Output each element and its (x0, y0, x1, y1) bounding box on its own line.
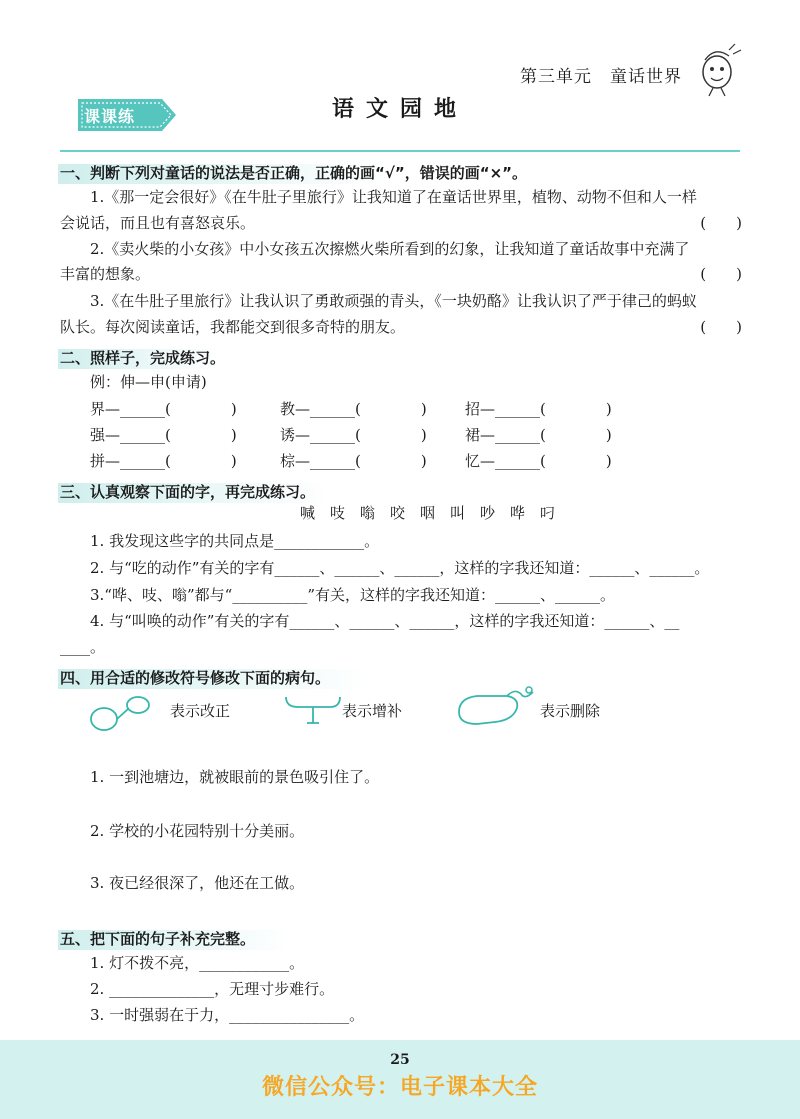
insert-mark-icon (284, 693, 344, 729)
s3-q4-line2: ____。 (60, 638, 106, 656)
page-number: 25 (390, 1052, 410, 1068)
s2-item[interactable]: 强—______( ) (90, 426, 237, 444)
s4-q3: 3. 夜已经很深了，他还在工做。 (90, 874, 305, 892)
s1-q2-line2: 丰富的想象。 (60, 265, 151, 283)
section-2-title: 二、照样子，完成练习。 (60, 349, 226, 367)
s2-item[interactable]: 忆—______( ) (465, 452, 612, 470)
s2-item[interactable]: 诱—______( ) (280, 426, 427, 444)
s5-q2: 2. ______________，无理寸步难行。 (90, 980, 335, 998)
s1-q3-line2: 队长。每次阅读童话，我都能交到很多奇特的朋友。 (60, 318, 406, 336)
s2-item[interactable]: 拼—______( ) (90, 452, 237, 470)
symbol-insert-label: 表示增补 (342, 702, 403, 720)
cartoon-kid-icon (695, 42, 743, 98)
s1-q1-line2: 会说话，而且也有喜怒哀乐。 (60, 214, 256, 232)
section-5-title: 五、把下面的句子补充完整。 (60, 928, 255, 949)
s1-q3-line1: 3.《在牛肚子里旅行》让我认识了勇敢顽强的青头，《一块奶酪》让我认识了严于律己的蚂蚁 (90, 292, 697, 310)
symbol-correct-label: 表示改正 (170, 702, 231, 720)
section-1-title: 一、判断下列对童话的说法是否正确，正确的画“√”，错误的画“×”。 (60, 164, 528, 182)
s3-q1: 1. 我发现这些字的共同点是____________。 (90, 532, 380, 550)
symbol-delete-label: 表示删除 (540, 702, 601, 720)
s4-q1: 1. 一到池塘边，就被眼前的景色吸引住了。 (90, 768, 380, 786)
header-divider (60, 150, 740, 152)
section-3-title: 三、认真观察下面的字，再完成练习。 (60, 481, 315, 502)
s2-item[interactable]: 招—______( ) (465, 400, 612, 418)
s1-q1-answer[interactable]: ( ) (700, 214, 742, 232)
s5-q1: 1. 灯不拨不亮，____________。 (90, 954, 305, 972)
s1-q2-answer[interactable]: ( ) (700, 265, 742, 283)
s3-q3: 3.“哗、吱、嗡”都与“__________”有关，这样的字我还知道：______、______。 (90, 586, 615, 604)
s3-q4-line1: 4. 与“叫唤的动作”有关的字有______、______、______，这样的字我还知道：______、__ (90, 612, 680, 630)
s2-item[interactable]: 界—______( ) (90, 400, 237, 418)
watermark: 微信公众号：电子课本大全 (261, 1075, 538, 1100)
lesson-tag-label: 课课练 (84, 107, 136, 126)
correction-mark-icon (88, 695, 168, 735)
s1-q2-line1: 2.《卖火柴的小女孩》中小女孩五次擦燃火柴所看到的幻象，让我知道了童话故事中充满了 (90, 240, 690, 258)
s3-q2: 2. 与“吃的动作”有关的字有______、______、______，这样的字我还知道：______、______。 (90, 559, 710, 577)
s2-item[interactable]: 教—______( ) (280, 400, 427, 418)
s1-q3-answer[interactable]: ( ) (700, 318, 742, 336)
page-title: 语文园地 (331, 96, 468, 122)
section-4-title: 四、用合适的修改符号修改下面的病句。 (60, 667, 330, 688)
s5-q3: 3. 一时强弱在于力，________________。 (90, 1006, 365, 1024)
s1-q1-line1: 1.《那一定会很好》《在牛肚子里旅行》让我知道了在童话世界里，植物、动物不但和人一样 (90, 188, 697, 206)
s3-characters: 喊 吱 嗡 咬 咽 叫 吵 哗 叼 (300, 504, 556, 522)
s4-q2: 2. 学校的小花园特别十分美丽。 (90, 822, 305, 840)
s2-item[interactable]: 棕—______( ) (280, 452, 427, 470)
s2-example: 例：伸—申(申请) (90, 373, 207, 391)
unit-title: 第三单元 童话世界 (520, 67, 682, 87)
delete-mark-icon (455, 684, 537, 730)
s2-item[interactable]: 裙—______( ) (465, 426, 612, 444)
